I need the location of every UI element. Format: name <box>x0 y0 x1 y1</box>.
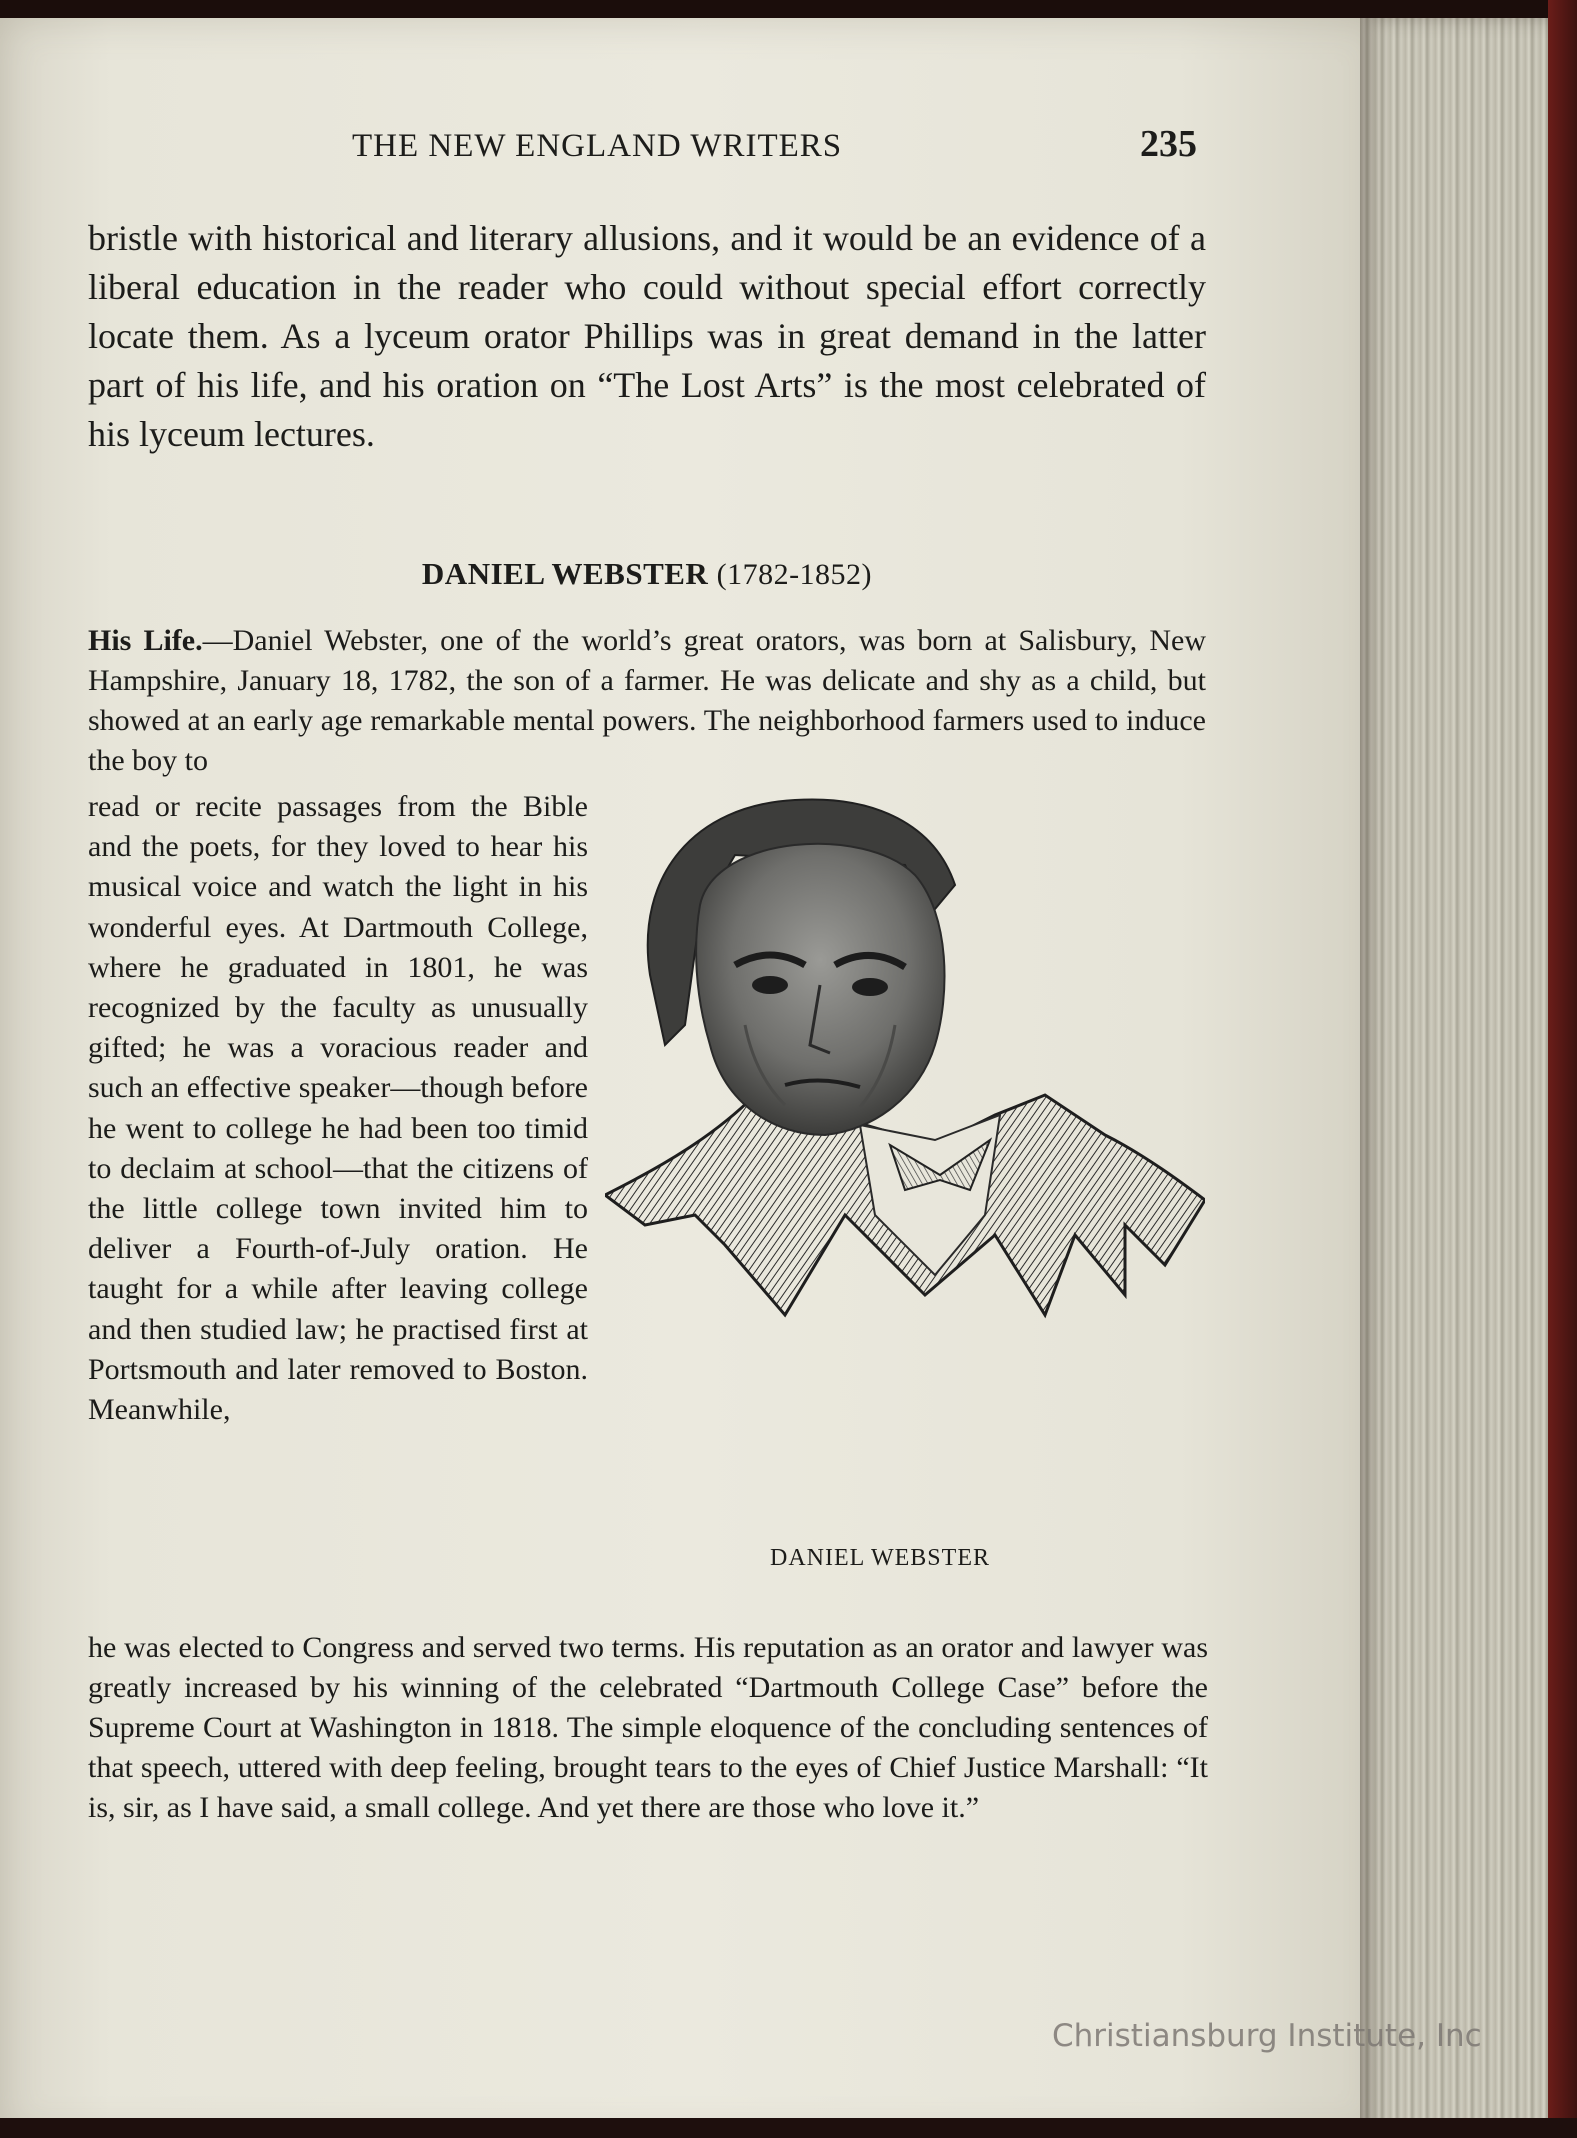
page-header <box>90 122 1210 172</box>
continued-paragraph: bristle with historical and literary allusions, and it would be an evidence of a liberal education in the reader who could without special effort correctly locate them. As a lyceum orator Phillips was in great demand in the latter part of his life, and his oration on “The Lost Arts” is the most celebrated of his lyceum lectures. <box>88 218 1206 454</box>
left-eye <box>752 976 788 994</box>
book-cover-edge <box>1548 0 1577 2138</box>
watermark: Christiansburg Institute, Inc <box>1052 2018 1482 2054</box>
right-eye <box>852 978 888 996</box>
page-number: 235 <box>1140 123 1197 165</box>
bottom-shadow <box>0 2118 1577 2138</box>
portrait-engraving <box>605 795 1205 1525</box>
portrait-illustration <box>605 795 1205 1525</box>
life-label: His Life. <box>88 624 203 657</box>
life-paragraph-lead <box>88 621 1206 781</box>
section-title: DANIEL WEBSTER <box>421 556 709 591</box>
life-paragraph-wrapped: read or recite passages from the Bible and the poets, for they loved to hear his musical voice and watch the light in his wonderful eyes. At Dartmouth College, where he graduated in 1801, he was recognized by the faculty as unusually gifted; he was a voracious reader and such an effective speaker—though before he went to college he had been too timid to declaim at school—that the citizens of the little college town invited him to deliver a Fourth-of-July oration. He taught for a while after leaving college and then studied law; he practised first at Portsmouth and later removed to Boston. Meanwhile, <box>88 790 588 1427</box>
running-head: THE NEW ENGLAND WRITERS <box>352 128 843 164</box>
section-years: (1782-1852) <box>716 558 873 591</box>
section-heading <box>88 556 1206 592</box>
life-paragraph-tail: he was elected to Congress and served two terms. His reputation as an orator and lawyer was greatly increased by his winning of the celebrated “Dartmouth College Case” before the Supreme Court at Washington in 1818. The simple eloquence of the concluding sentences of that speech, uttered with deep feeling, brought tears to the eyes of Chief Justice Marshall: “It is, sir, as I have said, a small college. And yet there are those who love it.” <box>88 1631 1208 1824</box>
life-lead-text: —Daniel Webster, one of the world’s great orators, was born at Salisbury, New Hampshire, January 18, 1782, the son of a farmer. He was delicate and shy as a child, but showed at an early age remarkable mental powers. The neighborhood farmers used to induce the boy to <box>88 624 1206 777</box>
portrait-caption: DANIEL WEBSTER <box>770 1545 990 1571</box>
page-edges <box>1360 18 1560 2138</box>
